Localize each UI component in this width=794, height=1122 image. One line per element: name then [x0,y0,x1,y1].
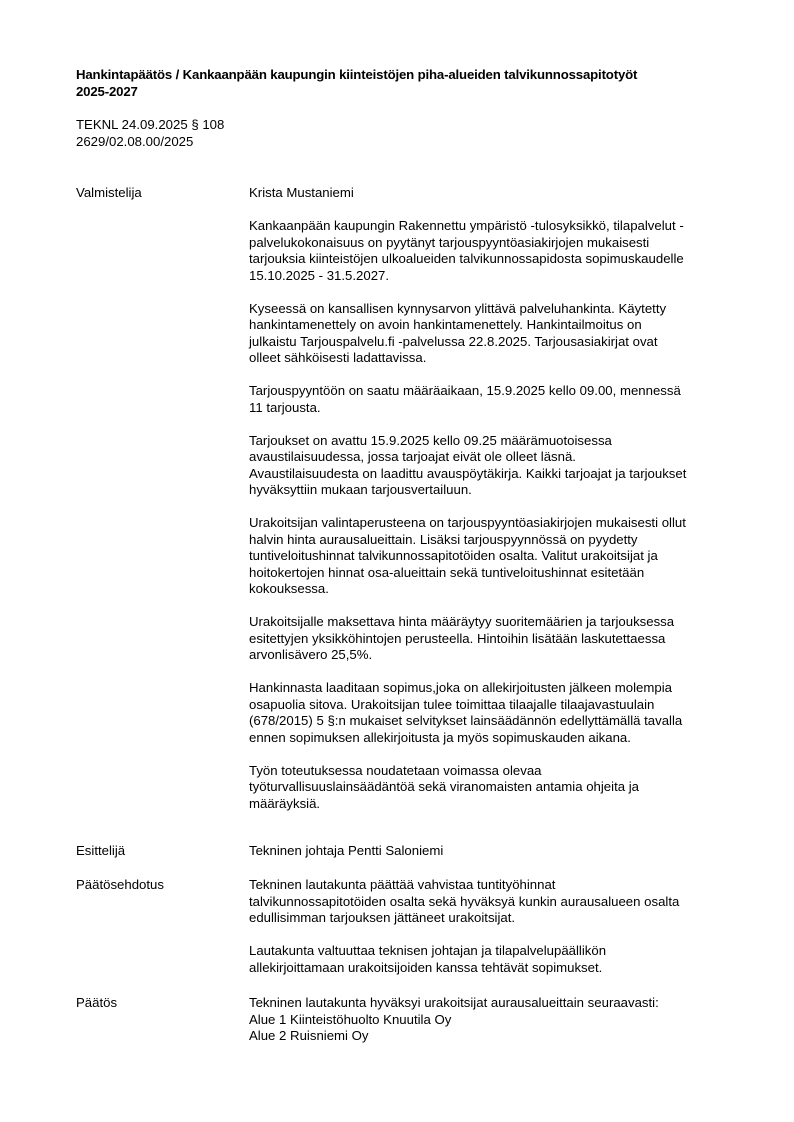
paragraph: Tarjouspyyntöön on saatu määräaikaan, 15.9.2025 kello 09.00, mennessä 11 tarjousta. [249,383,681,415]
paragraph: Urakoitsijalle maksettava hinta määräytyy suoritemäärien ja tarjouksessa esitettyjen yksikköhintojen perusteella. Hintoihin lisätään laskutettaessa arvonlisävero 25,5%. [249,614,675,662]
paragraph: Tarjoukset on avattu 15.9.2025 kello 09.25 määrämuotoisessa avaustilaisuudessa, jossa tarjoajat eivät ole olleet läsnä. Avaustilaisuudesta on laadittu avauspöytäkirja. Kaikki tarjoajat ja tarjoukset hyväksyttiin mukaan tarjousvertailuun. [249,432,687,497]
title-line-1: Hankintapäätös / Kankaanpään kaupungin kiinteistöjen piha-alueiden talvikunnossapitotyöt [76,67,638,82]
record-number: 2629/02.08.00/2025 [76,133,194,149]
label-paatos: Päätös [76,995,118,1010]
paragraph: Hankinnasta laaditaan sopimus,joka on allekirjoitusten jälkeen molempia osapuolia sitova. Urakoitsijan tulee toimittaa tilaajalle tilaajavastuulain (678/2015) 5 §:n mukaiset selvitykset lainsäädännön edellyttämällä tavalla ennen sopimuksen allekirjoitusta ja myös sopimuskauden aikana. [249,680,683,745]
decision-text: Tekninen lautakunta hyväksyi urakoitsijat aurausalueittain seuraavasti: [249,995,659,1010]
content-paatos [249,995,744,1045]
paragraph: Lautakunta valtuuttaa teknisen johtajan ja tilapalvelupäällikön allekirjoittamaan urakoitsijoiden kanssa tehtävät sopimukset. [249,943,607,975]
paragraph: Urakoitsijan valintaperusteena on tarjouspyyntöasiakirjojen mukaisesti ollut halvin hinta aurausalueittain. Lisäksi tarjouspyynnössä on pyydetty tuntiveloitushinnat talvikunnossapitotöiden osalta. Valitut urakoitsijat ja hoitokertojen hinnat osa-alueittain sekä tuntiveloitushinnat esitetään kokouksessa. [249,515,686,596]
preparer-name: Krista Mustaniemi [249,185,354,200]
label-paatosehdotus: Päätösehdotus [76,877,164,892]
label-valmistelija: Valmistelija [76,185,142,200]
content-paatosehdotus [249,877,744,976]
paragraph: Tekninen lautakunta päättää vahvistaa tuntityöhinnat talvikunnossapitotöiden osalta sekä hyväksyä kunkin aurausalueen osalta edullisimman tarjouksen jättäneet urakoitsijat. [249,877,680,925]
paragraph: Työn toteutuksessa noudatetaan voimassa olevaa työturvallisuuslainsäädäntöä sekä viranomaisten antamia ohjeita ja määräyksiä. [249,762,639,811]
document-title [76,67,756,100]
document-reference [76,117,224,150]
content-esittelija [249,843,744,860]
decision-area-2: Alue 2 Ruisniemi Oy [249,1028,369,1043]
presenter-name: Tekninen johtaja Pentti Saloniemi [249,843,444,858]
decision-area-1: Alue 1 Kiinteistöhuolto Knuutila Oy [249,1011,452,1027]
meeting-reference: TEKNL 24.09.2025 § 108 [76,117,225,132]
label-esittelija: Esittelijä [76,843,126,858]
paragraph: Kyseessä on kansallisen kynnysarvon ylittävä palveluhankinta. Käytetty hankintamenettely on avoin hankintamenettely. Hankintailmoitus on julkaistu Tarjouspalvelu.fi -palvelussa 22.8.2025. Tarjousasiakirjat ovat olleet sähköisesti ladattavissa. [249,300,667,365]
title-line-2: 2025-2027 [76,83,138,99]
content-valmistelija [249,185,744,812]
paragraph: Kankaanpään kaupungin Rakennettu ympäristö -tulosyksikkö, tilapalvelut - palvelukokonaisuus on pyytänyt tarjouspyyntöasiakirjojen mukaisesti tarjouksia kiinteistöjen ulkoalueiden talvikunnossapidosta sopimuskaudelle 15.10.2025 - 31.5.2027. [249,218,684,283]
